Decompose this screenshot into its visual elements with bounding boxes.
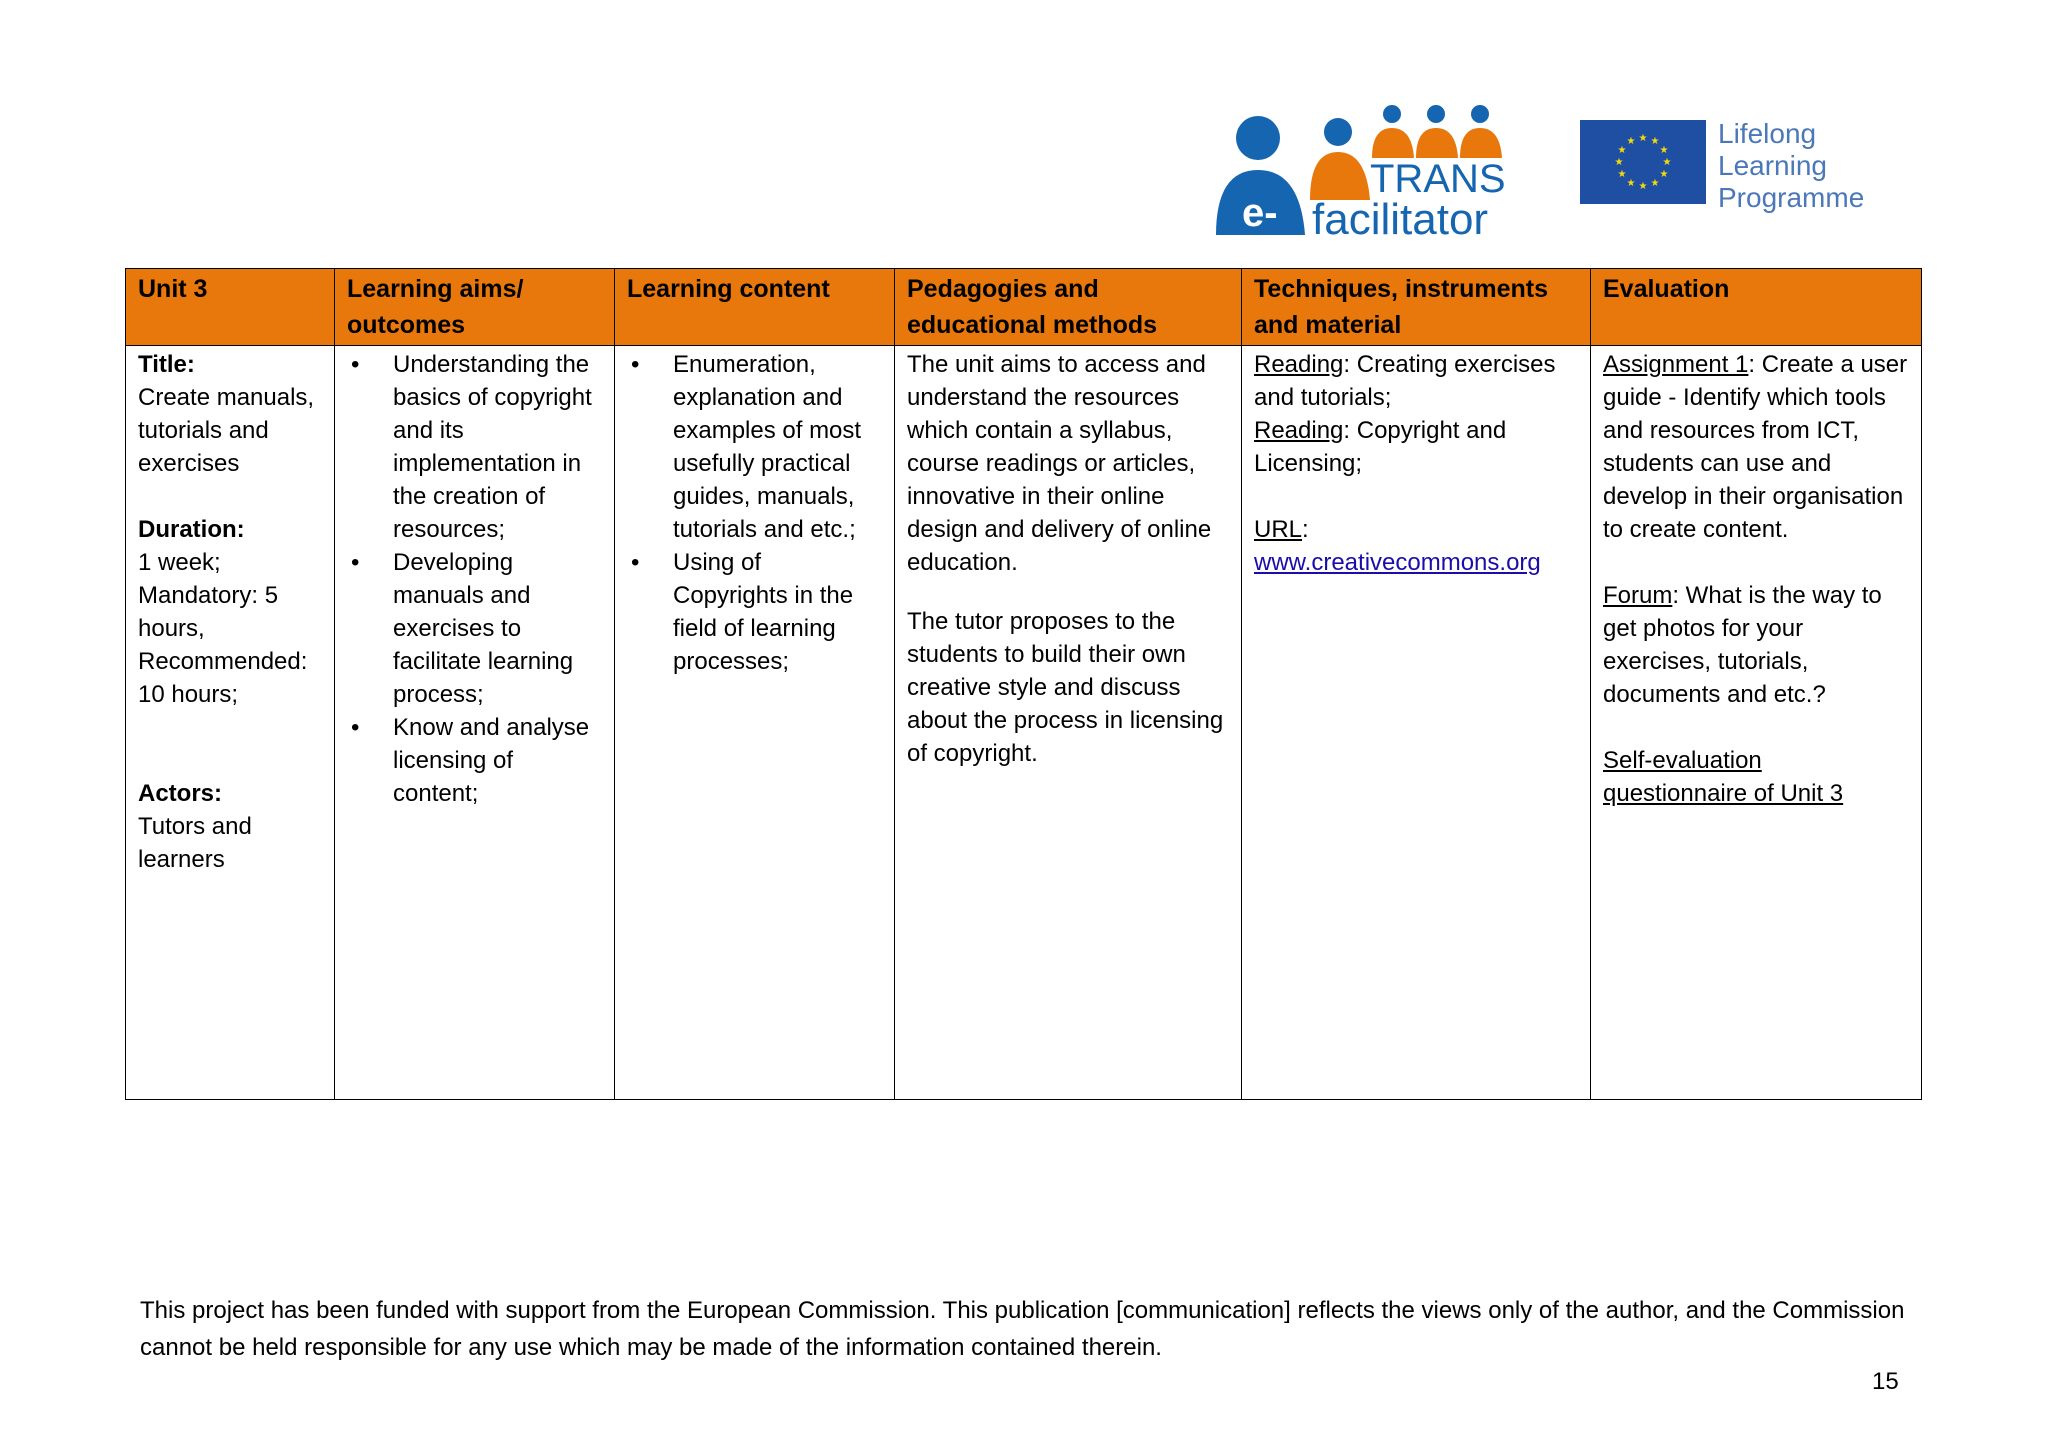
- llp-line-3: Programme: [1718, 182, 1865, 213]
- actors-value: Tutors and learners: [138, 813, 252, 873]
- duration-line: Recommended: 10 hours;: [138, 648, 308, 708]
- evaluation-cell: [1591, 346, 1922, 1100]
- header-learning-content: Learning content: [615, 269, 895, 346]
- svg-text:★: ★: [1626, 136, 1636, 147]
- unit-table: [125, 268, 1922, 1100]
- self-evaluation: Self-evaluation questionnaire of Unit 3: [1603, 747, 1844, 807]
- table-header-row: [126, 269, 1922, 346]
- svg-text:★: ★: [1650, 178, 1660, 189]
- efac-prefix: e-: [1242, 191, 1278, 235]
- forum-label: Forum: [1603, 582, 1673, 609]
- e-facilitator-logo: [1210, 100, 1510, 242]
- aims-cell: [335, 346, 615, 1100]
- header-pedagogies: Pedagogies and educational methods: [895, 269, 1242, 346]
- url-colon: :: [1302, 516, 1309, 543]
- svg-text:★: ★: [1638, 181, 1648, 192]
- lifelong-learning-logo: [1580, 118, 1890, 213]
- reading-label: Reading: [1254, 417, 1344, 444]
- svg-text:★: ★: [1659, 145, 1669, 156]
- eu-flag-icon: [1580, 120, 1706, 204]
- pedagogies-cell: [895, 346, 1242, 1100]
- page-number: 15: [1872, 1368, 1899, 1395]
- unit-info-cell: [126, 346, 335, 1100]
- svg-text:★: ★: [1638, 133, 1648, 144]
- list-item: • Using of Copyrights in the field of learning processes;: [627, 546, 882, 678]
- llp-line-1: Lifelong: [1718, 118, 1817, 149]
- pedagogy-paragraph: The tutor proposes to the students to build their own creative style and discuss about the process in licensing of copyright.: [907, 608, 1224, 767]
- list-item: • Developing manuals and exercises to facilitate learning process;: [347, 546, 602, 711]
- header-learning-aims: Learning aims/ outcomes: [335, 269, 615, 346]
- url-label: URL: [1254, 516, 1303, 543]
- llp-line-2: Learning: [1718, 150, 1827, 181]
- reading-text: : Creating exercises and tutorials;: [1254, 351, 1556, 411]
- content-list: [627, 348, 882, 678]
- creativecommons-link[interactable]: www.creativecommons.org: [1254, 549, 1541, 576]
- pedagogy-paragraph: The unit aims to access and understand the resources which contain a syllabus, course readings or articles, innovative in their online design and delivery of online education.: [907, 351, 1212, 576]
- assignment-label: Assignment 1: [1603, 351, 1749, 378]
- assignment-text: : Create a user guide - Identify which tools and resources from ICT, students can use and develop in their organisation to create content.: [1603, 351, 1908, 543]
- duration-label: Duration:: [138, 516, 245, 543]
- duration-line: Mandatory: 5 hours,: [138, 582, 279, 642]
- reading-1: [1254, 348, 1578, 414]
- svg-text:★: ★: [1662, 157, 1672, 168]
- svg-text:★: ★: [1626, 178, 1636, 189]
- svg-text:★: ★: [1614, 157, 1624, 168]
- svg-text:★: ★: [1659, 169, 1669, 180]
- list-item: • Enumeration, explanation and examples of most usefully practical guides, manuals, tutorials and etc.;: [627, 348, 882, 546]
- title-label: Title:: [138, 351, 195, 378]
- efac-facilitator: facilitator: [1312, 195, 1489, 242]
- header-evaluation: Evaluation: [1591, 269, 1922, 346]
- reading-text: : Copyright and Licensing;: [1254, 417, 1507, 477]
- table-row: [126, 346, 1922, 1100]
- actors-label: Actors:: [138, 780, 223, 807]
- funding-disclaimer: This project has been funded with support from the European Commission. This publication [communication] reflects the views only of the author, and the Commission cannot be held responsible for any use which may be made of the information contained therein.: [140, 1297, 1905, 1361]
- svg-text:★: ★: [1650, 136, 1660, 147]
- duration-line: 1 week;: [138, 549, 221, 576]
- title-value: Create manuals, tutorials and exercises: [138, 384, 315, 477]
- list-item: • Understanding the basics of copyright and its implementation in the creation of resources;: [347, 348, 602, 546]
- reading-label: Reading: [1254, 351, 1344, 378]
- header-techniques: Techniques, instruments and material: [1242, 269, 1591, 346]
- llp-text: [1718, 118, 1864, 214]
- forum: [1603, 579, 1909, 711]
- forum-text: : What is the way to get photos for your exercises, tutorials, documents and etc.?: [1603, 582, 1882, 708]
- reading-2: [1254, 414, 1578, 480]
- list-item: • Know and analyse licensing of content;: [347, 711, 602, 810]
- header-unit: Unit 3: [126, 269, 335, 346]
- efac-trans: TRANS: [1370, 157, 1506, 201]
- svg-text:★: ★: [1617, 169, 1627, 180]
- url-row: [1254, 513, 1578, 546]
- assignment: [1603, 348, 1909, 546]
- aims-list: [347, 348, 602, 810]
- techniques-cell: [1242, 346, 1591, 1100]
- svg-text:★: ★: [1617, 145, 1627, 156]
- header-logos: [1210, 100, 1890, 242]
- content-cell: [615, 346, 895, 1100]
